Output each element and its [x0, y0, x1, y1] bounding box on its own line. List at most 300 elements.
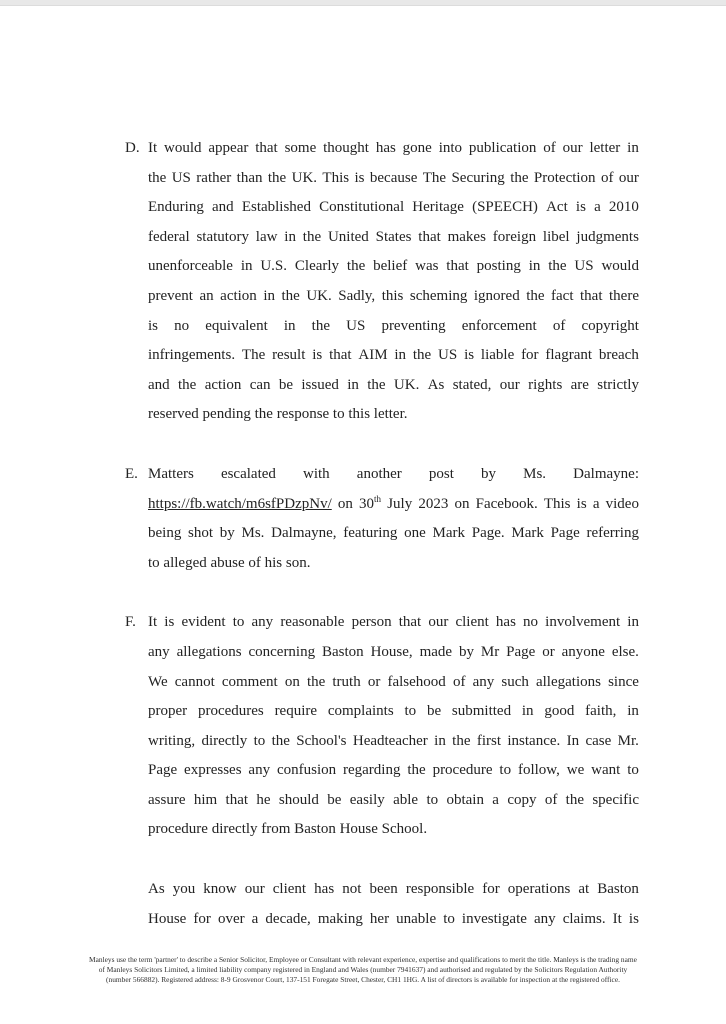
word: instance. — [507, 732, 561, 749]
word — [577, 490, 587, 520]
word: makes — [447, 228, 486, 245]
word-text: is — [576, 495, 587, 512]
word: of — [452, 673, 466, 690]
text-line — [148, 727, 639, 757]
word: featuring — [343, 525, 398, 542]
word — [359, 490, 381, 520]
paragraph-lines — [148, 875, 639, 934]
text-line — [148, 519, 639, 549]
word: We — [148, 673, 168, 690]
word: in — [627, 614, 639, 631]
word: referring — [586, 525, 639, 542]
word: over — [217, 910, 245, 927]
word: easily — [349, 791, 385, 808]
word: operations — [507, 881, 571, 898]
word: expresses — [184, 762, 242, 779]
word: publication — [468, 140, 537, 156]
paragraph-lines — [148, 608, 639, 845]
word: post — [428, 465, 454, 482]
word: confusion — [276, 762, 337, 779]
word: not — [342, 881, 362, 898]
word: US — [574, 258, 594, 275]
word: client — [455, 614, 489, 631]
word: the — [407, 762, 426, 779]
word: or — [367, 673, 381, 690]
word: writing, — [148, 732, 196, 749]
word: unenforceable — [148, 258, 233, 275]
word: statutory — [196, 228, 249, 245]
word: letter — [589, 140, 621, 156]
word: in — [521, 703, 534, 720]
word: stated, — [452, 376, 492, 393]
word: Page — [506, 643, 536, 660]
word: belief — [373, 258, 408, 275]
word: making — [317, 910, 363, 927]
word: been — [369, 881, 398, 898]
word: breach — [598, 347, 639, 364]
word: Act — [546, 199, 568, 216]
word: Baston — [322, 643, 364, 660]
word: comment — [221, 673, 278, 690]
word: you — [172, 881, 196, 898]
letter-body — [125, 134, 639, 934]
word: to — [253, 732, 266, 749]
word: 2010 — [608, 199, 639, 216]
word: the — [148, 169, 167, 186]
word: allegations — [535, 673, 601, 690]
word: to — [499, 762, 512, 779]
word: Mark — [432, 525, 466, 542]
word: the — [367, 376, 386, 393]
word: the — [302, 228, 322, 245]
word: person — [351, 614, 392, 631]
word: Mr — [480, 643, 500, 660]
word: any — [148, 643, 170, 660]
word: prevent — [148, 287, 193, 304]
word: would — [601, 258, 639, 275]
word: Page — [148, 762, 178, 779]
word: the — [526, 287, 545, 304]
word: libel — [542, 228, 570, 245]
text-line — [148, 638, 639, 668]
text-line: reserved pending the response to this letter. — [148, 406, 408, 423]
word: that — [580, 287, 603, 304]
word: we — [566, 762, 585, 779]
word: with — [303, 465, 330, 482]
word: would — [164, 140, 202, 156]
word: in — [528, 258, 541, 275]
word: UK. — [291, 169, 318, 186]
word: foreign — [492, 228, 537, 245]
page-top-edge — [0, 0, 726, 6]
text-line — [148, 668, 639, 698]
word: is — [164, 614, 175, 631]
word: be — [278, 376, 294, 393]
word: of — [544, 791, 558, 808]
word: As — [427, 376, 445, 393]
text-line — [148, 875, 639, 905]
paragraph-lines — [148, 460, 639, 578]
word: being — [148, 525, 182, 542]
word — [148, 490, 332, 520]
word: to — [426, 791, 439, 808]
word: by — [219, 525, 235, 542]
word: Constitutional — [319, 199, 405, 216]
word: able — [393, 791, 419, 808]
word: some — [284, 140, 317, 156]
word: that — [329, 347, 352, 364]
word — [606, 490, 639, 520]
word-text: July — [387, 495, 413, 512]
word: to — [404, 703, 417, 720]
word: Protection — [533, 169, 596, 186]
word-text: on — [337, 495, 353, 512]
text-line — [148, 371, 639, 401]
paragraph-label: F. — [125, 614, 136, 631]
word: by — [458, 643, 474, 660]
word: assure — [148, 791, 186, 808]
word: claims. — [562, 910, 606, 927]
word: the — [412, 347, 432, 364]
word: The — [241, 347, 266, 364]
word: unable — [396, 910, 437, 927]
word: submitted — [451, 703, 512, 720]
word: infringements. — [148, 347, 236, 364]
word: is — [575, 199, 586, 216]
word: on — [284, 673, 300, 690]
word: he — [256, 791, 271, 808]
word: that — [255, 140, 278, 156]
word: investigate — [461, 910, 527, 927]
word: follow, — [517, 762, 560, 779]
word: ignored — [473, 287, 520, 304]
word: Established — [241, 199, 311, 216]
word: liable — [480, 347, 515, 364]
word: and — [211, 199, 234, 216]
word: has — [495, 614, 516, 631]
text-line — [148, 490, 639, 520]
text-line — [148, 252, 639, 282]
word: no — [174, 317, 190, 334]
paragraph-continuation — [125, 875, 639, 934]
word: in — [283, 317, 296, 334]
word: that — [225, 791, 249, 808]
word — [476, 490, 538, 520]
word: specific — [592, 791, 639, 808]
word: our — [244, 881, 265, 898]
paragraph-F — [125, 608, 639, 845]
word: is — [354, 169, 365, 186]
word: House — [148, 910, 187, 927]
word-text: on — [454, 495, 470, 512]
word-text: 30 — [359, 495, 375, 512]
word: the — [267, 169, 287, 186]
word: United — [327, 228, 369, 245]
word: the — [271, 732, 290, 749]
word: any — [472, 673, 495, 690]
word: It — [148, 614, 158, 631]
word: our — [562, 140, 583, 156]
word: be — [327, 791, 342, 808]
word-text: a — [592, 495, 600, 512]
word — [418, 490, 448, 520]
word-text: This — [543, 495, 571, 512]
word: U.S. — [260, 258, 288, 275]
word: case — [585, 732, 612, 749]
word — [593, 490, 600, 520]
word: good — [544, 703, 575, 720]
word: issued — [301, 376, 339, 393]
word: her — [369, 910, 390, 927]
word: strictly — [597, 376, 639, 393]
word: Sadly, — [338, 287, 376, 304]
word: the — [306, 673, 326, 690]
text-line — [148, 223, 639, 253]
word: It — [148, 140, 158, 156]
word: This — [322, 169, 350, 186]
word: Enduring — [148, 199, 204, 216]
word: responsible — [405, 881, 475, 898]
text-line — [148, 786, 639, 816]
word: law — [255, 228, 278, 245]
paragraph-label — [125, 875, 148, 905]
word: the — [510, 169, 529, 186]
word: School's — [296, 732, 347, 749]
paragraph-E — [125, 460, 639, 578]
word: of — [600, 169, 614, 186]
word — [387, 490, 412, 520]
word: client — [272, 881, 307, 898]
word: was — [415, 258, 439, 275]
word: allegations — [176, 643, 242, 660]
word: In — [566, 732, 580, 749]
word: Clearly — [294, 258, 340, 275]
word: a — [492, 791, 499, 808]
word: States — [375, 228, 412, 245]
word: is — [628, 910, 639, 927]
word: by — [481, 465, 497, 482]
word: evident — [181, 614, 226, 631]
word: at — [578, 881, 590, 898]
word: since — [608, 673, 639, 690]
word: is — [464, 347, 475, 364]
word: complaints — [327, 703, 394, 720]
word: procedure — [432, 762, 493, 779]
word: another — [356, 465, 402, 482]
word: the — [548, 258, 567, 275]
word: regarding — [343, 762, 401, 779]
word: a — [594, 199, 601, 216]
word: made — [419, 643, 453, 660]
word: Heritage — [412, 199, 464, 216]
word: cannot — [174, 673, 215, 690]
word: UK. — [393, 376, 420, 393]
word: US — [346, 317, 366, 334]
text-line — [148, 312, 639, 342]
word: US — [171, 169, 191, 186]
paragraph-lines — [148, 134, 639, 430]
word: judgments — [576, 228, 639, 245]
word: proper — [148, 703, 188, 720]
word: in — [434, 732, 446, 749]
word: there — [609, 287, 639, 304]
word: obtain — [446, 791, 484, 808]
word: action — [204, 376, 242, 393]
word: anyone — [561, 643, 605, 660]
word: Baston — [597, 881, 639, 898]
footer-disclaimer — [30, 955, 696, 986]
word: posting — [476, 258, 521, 275]
word: first — [476, 732, 502, 749]
word — [454, 490, 469, 520]
word: into — [438, 140, 463, 156]
word: shot — [188, 525, 214, 542]
word: equivalent — [205, 317, 268, 334]
word: Dalmayne: — [573, 465, 639, 482]
word: any — [533, 910, 556, 927]
text-line — [148, 164, 639, 194]
word: involvement — [545, 614, 621, 631]
word: action — [220, 287, 257, 304]
word: It — [612, 910, 622, 927]
word-text: 2023 — [418, 495, 449, 512]
word: gone — [402, 140, 432, 156]
word: in — [347, 376, 359, 393]
word: is — [312, 347, 323, 364]
word: directly — [201, 732, 248, 749]
text-line — [148, 282, 639, 312]
text-line — [148, 608, 639, 638]
word: no — [523, 614, 539, 631]
word: in — [627, 140, 639, 156]
word: copy — [507, 791, 537, 808]
word: our — [499, 376, 520, 393]
word: of — [552, 317, 566, 334]
text-line — [148, 905, 639, 935]
paragraph-label: D. — [125, 140, 140, 156]
word: faith, — [585, 703, 617, 720]
word-text: video — [605, 495, 639, 512]
word: one — [404, 525, 426, 542]
word: any — [251, 614, 274, 631]
word: Ms. — [241, 525, 265, 542]
word: flagrant — [545, 347, 593, 364]
word — [544, 490, 571, 520]
text-line — [148, 193, 639, 223]
word: procedures — [197, 703, 264, 720]
word: has — [375, 140, 396, 156]
word: AIM — [358, 347, 388, 364]
word: preventing — [381, 317, 446, 334]
word: the — [346, 258, 366, 275]
footer-line: of Manleys Solicitors Limited, a limited liability company registered in England and Wales (number 7941637) and authorised and regulated by the Solicitors Regulation Authority — [98, 965, 628, 975]
word: such — [501, 673, 529, 690]
word: that — [446, 258, 469, 275]
word: falsehood — [387, 673, 446, 690]
word: know — [203, 881, 237, 898]
word: that — [418, 228, 441, 245]
word: fact — [551, 287, 574, 304]
word: Mr. — [617, 732, 639, 749]
word: are — [570, 376, 589, 393]
text-line — [148, 341, 639, 371]
word: for — [521, 347, 539, 364]
word: As — [148, 881, 165, 898]
word: concerning — [248, 643, 316, 660]
facebook-video-link[interactable]: https://fb.watch/m6sfPDzpNv/ — [148, 495, 332, 512]
text-line — [148, 756, 639, 786]
word: UK. — [306, 287, 332, 304]
word: Headteacher — [352, 732, 428, 749]
word: Ms. — [523, 465, 547, 482]
word: escalated — [220, 465, 276, 482]
word: should — [278, 791, 319, 808]
word: in — [240, 258, 253, 275]
footer-line: (number 566882). Registered address: 8-9 Grosvenor Court, 137-151 Foregate Street, Chester, CH1 1HG. A list of directors is available for inspection at the registered office. — [106, 975, 620, 985]
word: him — [193, 791, 218, 808]
text-line — [148, 460, 639, 490]
word: of — [543, 140, 556, 156]
text-line — [148, 134, 639, 164]
word: a — [251, 910, 259, 927]
word: federal — [148, 228, 190, 245]
text-line — [148, 697, 639, 727]
word — [338, 490, 353, 520]
word: and — [148, 376, 170, 393]
word: be — [426, 703, 442, 720]
word: for — [193, 910, 211, 927]
word: else. — [611, 643, 639, 660]
word: The — [422, 169, 447, 186]
word: enforcement — [461, 317, 537, 334]
word: to — [627, 762, 639, 779]
word: that — [398, 614, 422, 631]
word: (SPEECH) — [472, 199, 538, 216]
word: scheming — [409, 287, 468, 304]
word: House, — [370, 643, 413, 660]
paragraph-label: E. — [125, 465, 138, 482]
word: in — [263, 287, 275, 304]
word: the — [281, 287, 300, 304]
text-line: to alleged abuse of his son. — [148, 554, 311, 571]
word: than — [236, 169, 263, 186]
word: copyright — [581, 317, 639, 334]
word: Page. — [471, 525, 505, 542]
word: decade, — [265, 910, 311, 927]
word: to — [443, 910, 455, 927]
word: can — [249, 376, 271, 393]
word: to — [232, 614, 245, 631]
word: thought — [323, 140, 369, 156]
word: because — [369, 169, 418, 186]
text-line: procedure directly from Baston House School. — [148, 821, 428, 838]
word: Securing — [451, 169, 505, 186]
word: our — [618, 169, 639, 186]
word: in — [284, 228, 296, 245]
word: Page — [550, 525, 580, 542]
word: Dalmayne, — [271, 525, 337, 542]
word: the — [178, 376, 197, 393]
word-text: Facebook. — [475, 495, 538, 512]
word: the — [452, 732, 471, 749]
word: this — [381, 287, 404, 304]
word: truth — [332, 673, 361, 690]
word: rather — [196, 169, 232, 186]
word: has — [314, 881, 335, 898]
word: US — [438, 347, 458, 364]
word: for — [482, 881, 500, 898]
word: is — [148, 317, 159, 334]
